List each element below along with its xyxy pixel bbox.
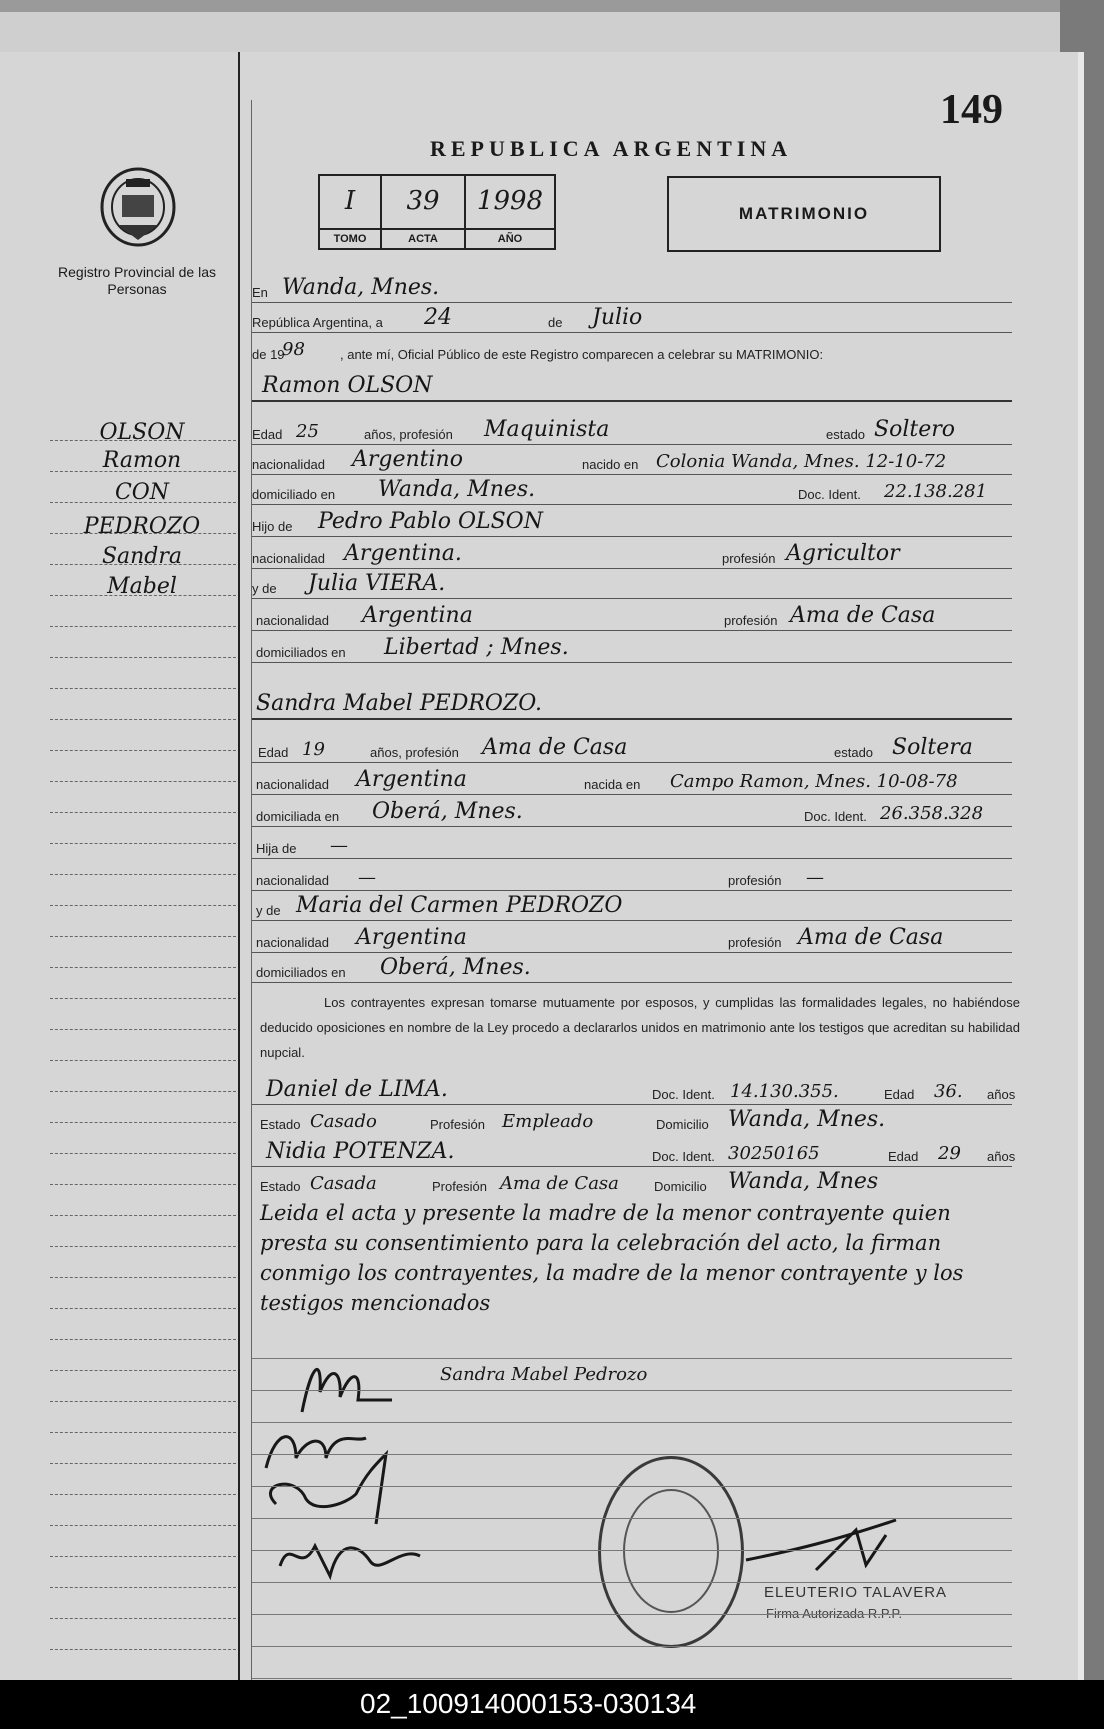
margin-dotted-line <box>50 1556 236 1557</box>
record-type-box: MATRIMONIO <box>667 176 941 252</box>
profesion-label: Profesión <box>430 1117 485 1132</box>
margin-dotted-line <box>50 1649 236 1650</box>
bride-father: — <box>330 835 348 856</box>
bride-father-profession: — <box>806 867 824 888</box>
de-label: de <box>548 315 563 330</box>
date-row <box>252 304 1012 333</box>
margin-dotted-line <box>50 533 236 534</box>
bride-name-row <box>252 690 1012 720</box>
profesion-label: profesión <box>724 613 778 628</box>
ruled-line <box>252 1458 1012 1487</box>
doc-label: Doc. Ident. <box>652 1149 715 1164</box>
margin-dotted-line <box>50 1463 236 1464</box>
witness2-profession: Ama de Casa <box>500 1173 619 1194</box>
margin-dotted-line <box>50 1525 236 1526</box>
hijo-label: Hijo de <box>252 519 293 534</box>
doc-label: Doc. Ident. <box>804 809 867 824</box>
official-role: Firma Autorizada R.P.P. <box>766 1606 903 1621</box>
anos-label: años <box>987 1149 1016 1164</box>
place-row <box>252 274 1012 303</box>
margin-line: Sandra <box>101 544 183 569</box>
ano-cell <box>466 176 554 248</box>
official-name: ELEUTERIO TALAVERA <box>764 1584 948 1601</box>
page-number: 149 <box>940 87 1003 133</box>
margin-dotted-line <box>50 1060 236 1061</box>
registry-name: Registro Provincial de las Personas <box>58 264 216 297</box>
estado-label: estado <box>826 427 866 442</box>
bride-father-nat-row <box>252 862 1012 891</box>
margin-dotted-line <box>50 967 236 968</box>
witness2-doc: 30250165 <box>728 1143 820 1164</box>
groom-mother-row <box>252 570 1012 599</box>
groom-father-nat-row <box>252 540 1012 569</box>
tomo-cell <box>320 176 382 248</box>
margin-line: Ramon <box>102 448 182 473</box>
yde-label: y de <box>252 581 277 596</box>
bride-mother-profession: Ama de Casa <box>798 925 944 950</box>
groom-father-row <box>252 508 1012 537</box>
margin-dotted-line <box>50 874 236 875</box>
margin-dotted-line <box>50 1091 236 1092</box>
scan-code: 02_100914000153-030134 <box>360 1688 697 1719</box>
margin-dotted-line <box>50 1432 236 1433</box>
groom-name: Ramon OLSON <box>262 373 433 398</box>
groom-father-profession: Agricultor <box>786 541 900 566</box>
margin-dotted-line <box>50 1153 236 1154</box>
bride-mother: Maria del Carmen PEDROZO <box>296 893 623 918</box>
witness1-domicile: Wanda, Mnes. <box>728 1107 886 1132</box>
ruled-line <box>252 1330 1012 1359</box>
groom-parents-dom-row <box>252 634 1012 663</box>
margin-dotted-line <box>50 1401 236 1402</box>
margin-dotted-line <box>50 626 236 627</box>
bride-estado: Soltera <box>892 735 973 760</box>
bride-mother-row <box>252 892 1012 921</box>
en-label: En <box>252 285 268 300</box>
margin-line: CON <box>114 480 170 505</box>
nacida-label: nacida en <box>584 777 641 792</box>
margin-line: PEDROZO <box>83 514 201 539</box>
acta-value: 39 <box>406 186 440 216</box>
groom-profession: Maquinista <box>484 417 610 442</box>
doc-label: Doc. Ident. <box>798 487 861 502</box>
bride-father-row <box>252 830 1012 859</box>
margin-dotted-line <box>50 781 236 782</box>
groom-domicile: Wanda, Mnes. <box>378 477 536 502</box>
republica-label: República Argentina, a <box>252 315 383 330</box>
margin-dotted-line <box>50 719 236 720</box>
bride-father-nationality: — <box>358 867 376 888</box>
tomo-label: TOMO <box>320 228 380 248</box>
bride-nationality: Argentina <box>356 767 467 792</box>
groom-mother-profession: Ama de Casa <box>790 603 936 628</box>
nacido-label: nacido en <box>582 457 639 472</box>
bride-profession: Ama de Casa <box>482 735 628 760</box>
margin-dotted-line <box>50 1587 236 1588</box>
province-seal-icon <box>98 165 178 250</box>
declaration-text: Los contrayentes expresan tomarse mutuamente por esposos, y cumplidas las formalidades legales, no habiéndose deducido oposiciones en nombre de la Ley procedo a declararlos unidos en matrimonio ante los testigos que acreditan su habilidad nupcial. <box>260 995 1020 1060</box>
bride-signature: Sandra Mabel Pedrozo <box>440 1364 648 1385</box>
groom-father-nationality: Argentina. <box>344 541 462 566</box>
witness1-profession: Empleado <box>502 1111 594 1132</box>
witness1-name: Daniel de LIMA. <box>266 1077 448 1102</box>
bride-mother-nationality: Argentina <box>356 925 467 950</box>
margin-dotted-line <box>50 1122 236 1123</box>
margin-dotted-line <box>50 750 236 751</box>
estado-label: Estado <box>260 1117 301 1132</box>
estado-label: estado <box>834 745 874 760</box>
margin-dotted-line <box>50 936 236 937</box>
margin-dotted-line <box>50 564 236 565</box>
year-prefix: de 19 <box>252 347 285 362</box>
edad-label: Edad <box>888 1149 919 1164</box>
groom-nationality-row <box>252 446 1012 475</box>
margin-dotted-line <box>50 502 236 503</box>
edad-label: Edad <box>258 745 289 760</box>
bride-domicile: Oberá, Mnes. <box>372 799 523 824</box>
record-code-box <box>318 174 556 250</box>
margin-dotted-line <box>50 1184 236 1185</box>
margin-dotted-line <box>50 688 236 689</box>
ruled-line <box>252 1394 1012 1423</box>
witness1-estado: Casado <box>310 1111 377 1132</box>
domicilio-label: domiciliado en <box>252 487 336 502</box>
page-top-strip <box>0 0 1104 56</box>
margin-dotted-line <box>50 812 236 813</box>
year-suffix: 98 <box>282 339 305 360</box>
place-value: Wanda, Mnes. <box>282 275 440 300</box>
acta-cell <box>382 176 466 248</box>
witness2-name: Nidia POTENZA. <box>266 1139 455 1164</box>
yde-label: y de <box>256 903 281 918</box>
bride-doc: 26.358.328 <box>880 803 984 824</box>
nacionalidad-label: nacionalidad <box>252 551 326 566</box>
margin-dotted-line <box>50 471 236 472</box>
domiciliados-label: domiciliados en <box>256 965 346 980</box>
nacionalidad-label: nacionalidad <box>252 457 326 472</box>
tomo-value: I <box>344 186 356 216</box>
margin-dotted-line <box>50 905 236 906</box>
domiciliados-label: domiciliados en <box>256 645 346 660</box>
year-row <box>252 336 1012 364</box>
margin-dotted-line <box>50 1494 236 1495</box>
margin-rule <box>238 52 240 1680</box>
ano-value: 1998 <box>476 186 544 216</box>
witness1-details-row <box>252 1106 1012 1134</box>
witness1-doc: 14.130.355. <box>730 1081 839 1102</box>
margin-dotted-line <box>50 1029 236 1030</box>
groom-birth: Colonia Wanda, Mnes. 12-10-72 <box>656 451 947 472</box>
groom-father: Pedro Pablo OLSON <box>318 509 543 534</box>
groom-age-row <box>252 416 1012 445</box>
profesion-label: profesión <box>722 551 776 566</box>
edad-label: Edad <box>884 1087 915 1102</box>
profesion-label: profesión <box>728 873 782 888</box>
domicilio-label: Domicilio <box>654 1179 707 1194</box>
margin-dotted-line <box>50 1370 236 1371</box>
statement: , ante mí, Oficial Público de este Registro comparecen a celebrar su MATRIMONIO: <box>340 347 824 362</box>
nacionalidad-label: nacionalidad <box>256 613 330 628</box>
witness2-estado: Casada <box>310 1173 377 1194</box>
ruled-line <box>252 1522 1012 1551</box>
acta-label: ACTA <box>382 228 464 248</box>
closing-note: Leida el acta y presente la madre de la menor contrayente quien presta su consentimiento para la celebración del acto, la firman conmigo los contrayentes, la madre de la menor contrayente y los testigos mencionados <box>260 1201 964 1315</box>
profesion-label: años, profesión <box>364 427 453 442</box>
country-title: REPUBLICA ARGENTINA <box>430 136 793 161</box>
margin-dotted-line <box>50 1215 236 1216</box>
groom-mother: Julia VIERA. <box>308 571 446 596</box>
ruled-line <box>252 1426 1012 1455</box>
groom-parents-domicile: Libertad ; Mnes. <box>384 635 569 660</box>
nacionalidad-label: nacionalidad <box>256 873 330 888</box>
margin-dotted-line <box>50 657 236 658</box>
groom-age: 25 <box>296 421 319 442</box>
witness2-domicile: Wanda, Mnes <box>728 1169 879 1194</box>
margin-dotted-line <box>50 1308 236 1309</box>
ruled-line <box>252 1586 1012 1615</box>
nacionalidad-label: nacionalidad <box>256 935 330 950</box>
domiciliada-label: domiciliada en <box>256 809 340 824</box>
witness1-age: 36. <box>934 1081 963 1102</box>
profesion-label: años, profesión <box>370 745 459 760</box>
profesion-label: Profesión <box>432 1179 487 1194</box>
bride-parents-dom-row <box>252 954 1012 983</box>
groom-name-row <box>252 372 1012 402</box>
hija-label: Hija de <box>256 841 297 856</box>
ruled-line <box>252 1362 1012 1391</box>
margin-dotted-line <box>50 843 236 844</box>
groom-domicile-row <box>252 476 1012 505</box>
margin-line: OLSON <box>99 420 185 445</box>
margin-dotted-line <box>50 998 236 999</box>
bride-birth: Campo Ramon, Mnes. 10-08-78 <box>670 771 958 792</box>
bride-parents-domicile: Oberá, Mnes. <box>380 955 531 980</box>
bride-domicile-row <box>252 798 1012 827</box>
margin-dotted-line <box>50 1618 236 1619</box>
ruled-line <box>252 1650 1012 1679</box>
ruled-line <box>252 1618 1012 1647</box>
witness2-details-row <box>252 1168 1012 1196</box>
ruled-line <box>252 1554 1012 1583</box>
margin-dotted-line <box>50 595 236 596</box>
edad-label: Edad <box>252 427 283 442</box>
margin-dotted-line <box>50 1246 236 1247</box>
ruled-line <box>252 1490 1012 1519</box>
margin-dotted-line <box>50 440 236 441</box>
bride-mother-nat-row <box>252 924 1012 953</box>
profesion-label: profesión <box>728 935 782 950</box>
bride-age-row <box>252 734 1012 763</box>
estado-label: Estado <box>260 1179 301 1194</box>
bride-nationality-row <box>252 766 1012 795</box>
doc-label: Doc. Ident. <box>652 1087 715 1102</box>
groom-mother-nationality: Argentina <box>362 603 473 628</box>
groom-nationality: Argentino <box>352 447 463 472</box>
anos-label: años <box>987 1087 1016 1102</box>
month-value: Julio <box>592 305 643 330</box>
witness2-name-row <box>252 1138 1016 1167</box>
ano-label: AÑO <box>466 228 554 248</box>
groom-estado: Soltero <box>874 417 955 442</box>
groom-mother-nat-row <box>252 602 1012 631</box>
domicilio-label: Domicilio <box>656 1117 709 1132</box>
bride-age: 19 <box>302 739 325 760</box>
day-value: 24 <box>424 305 452 330</box>
nacionalidad-label: nacionalidad <box>256 777 330 792</box>
witness1-name-row <box>252 1076 1016 1105</box>
witness2-age: 29 <box>938 1143 961 1164</box>
margin-dotted-line <box>50 1277 236 1278</box>
margin-dotted-line <box>50 1339 236 1340</box>
margin-line: Mabel <box>107 574 177 599</box>
bride-name: Sandra Mabel PEDROZO. <box>256 691 542 716</box>
groom-doc: 22.138.281 <box>884 481 988 502</box>
